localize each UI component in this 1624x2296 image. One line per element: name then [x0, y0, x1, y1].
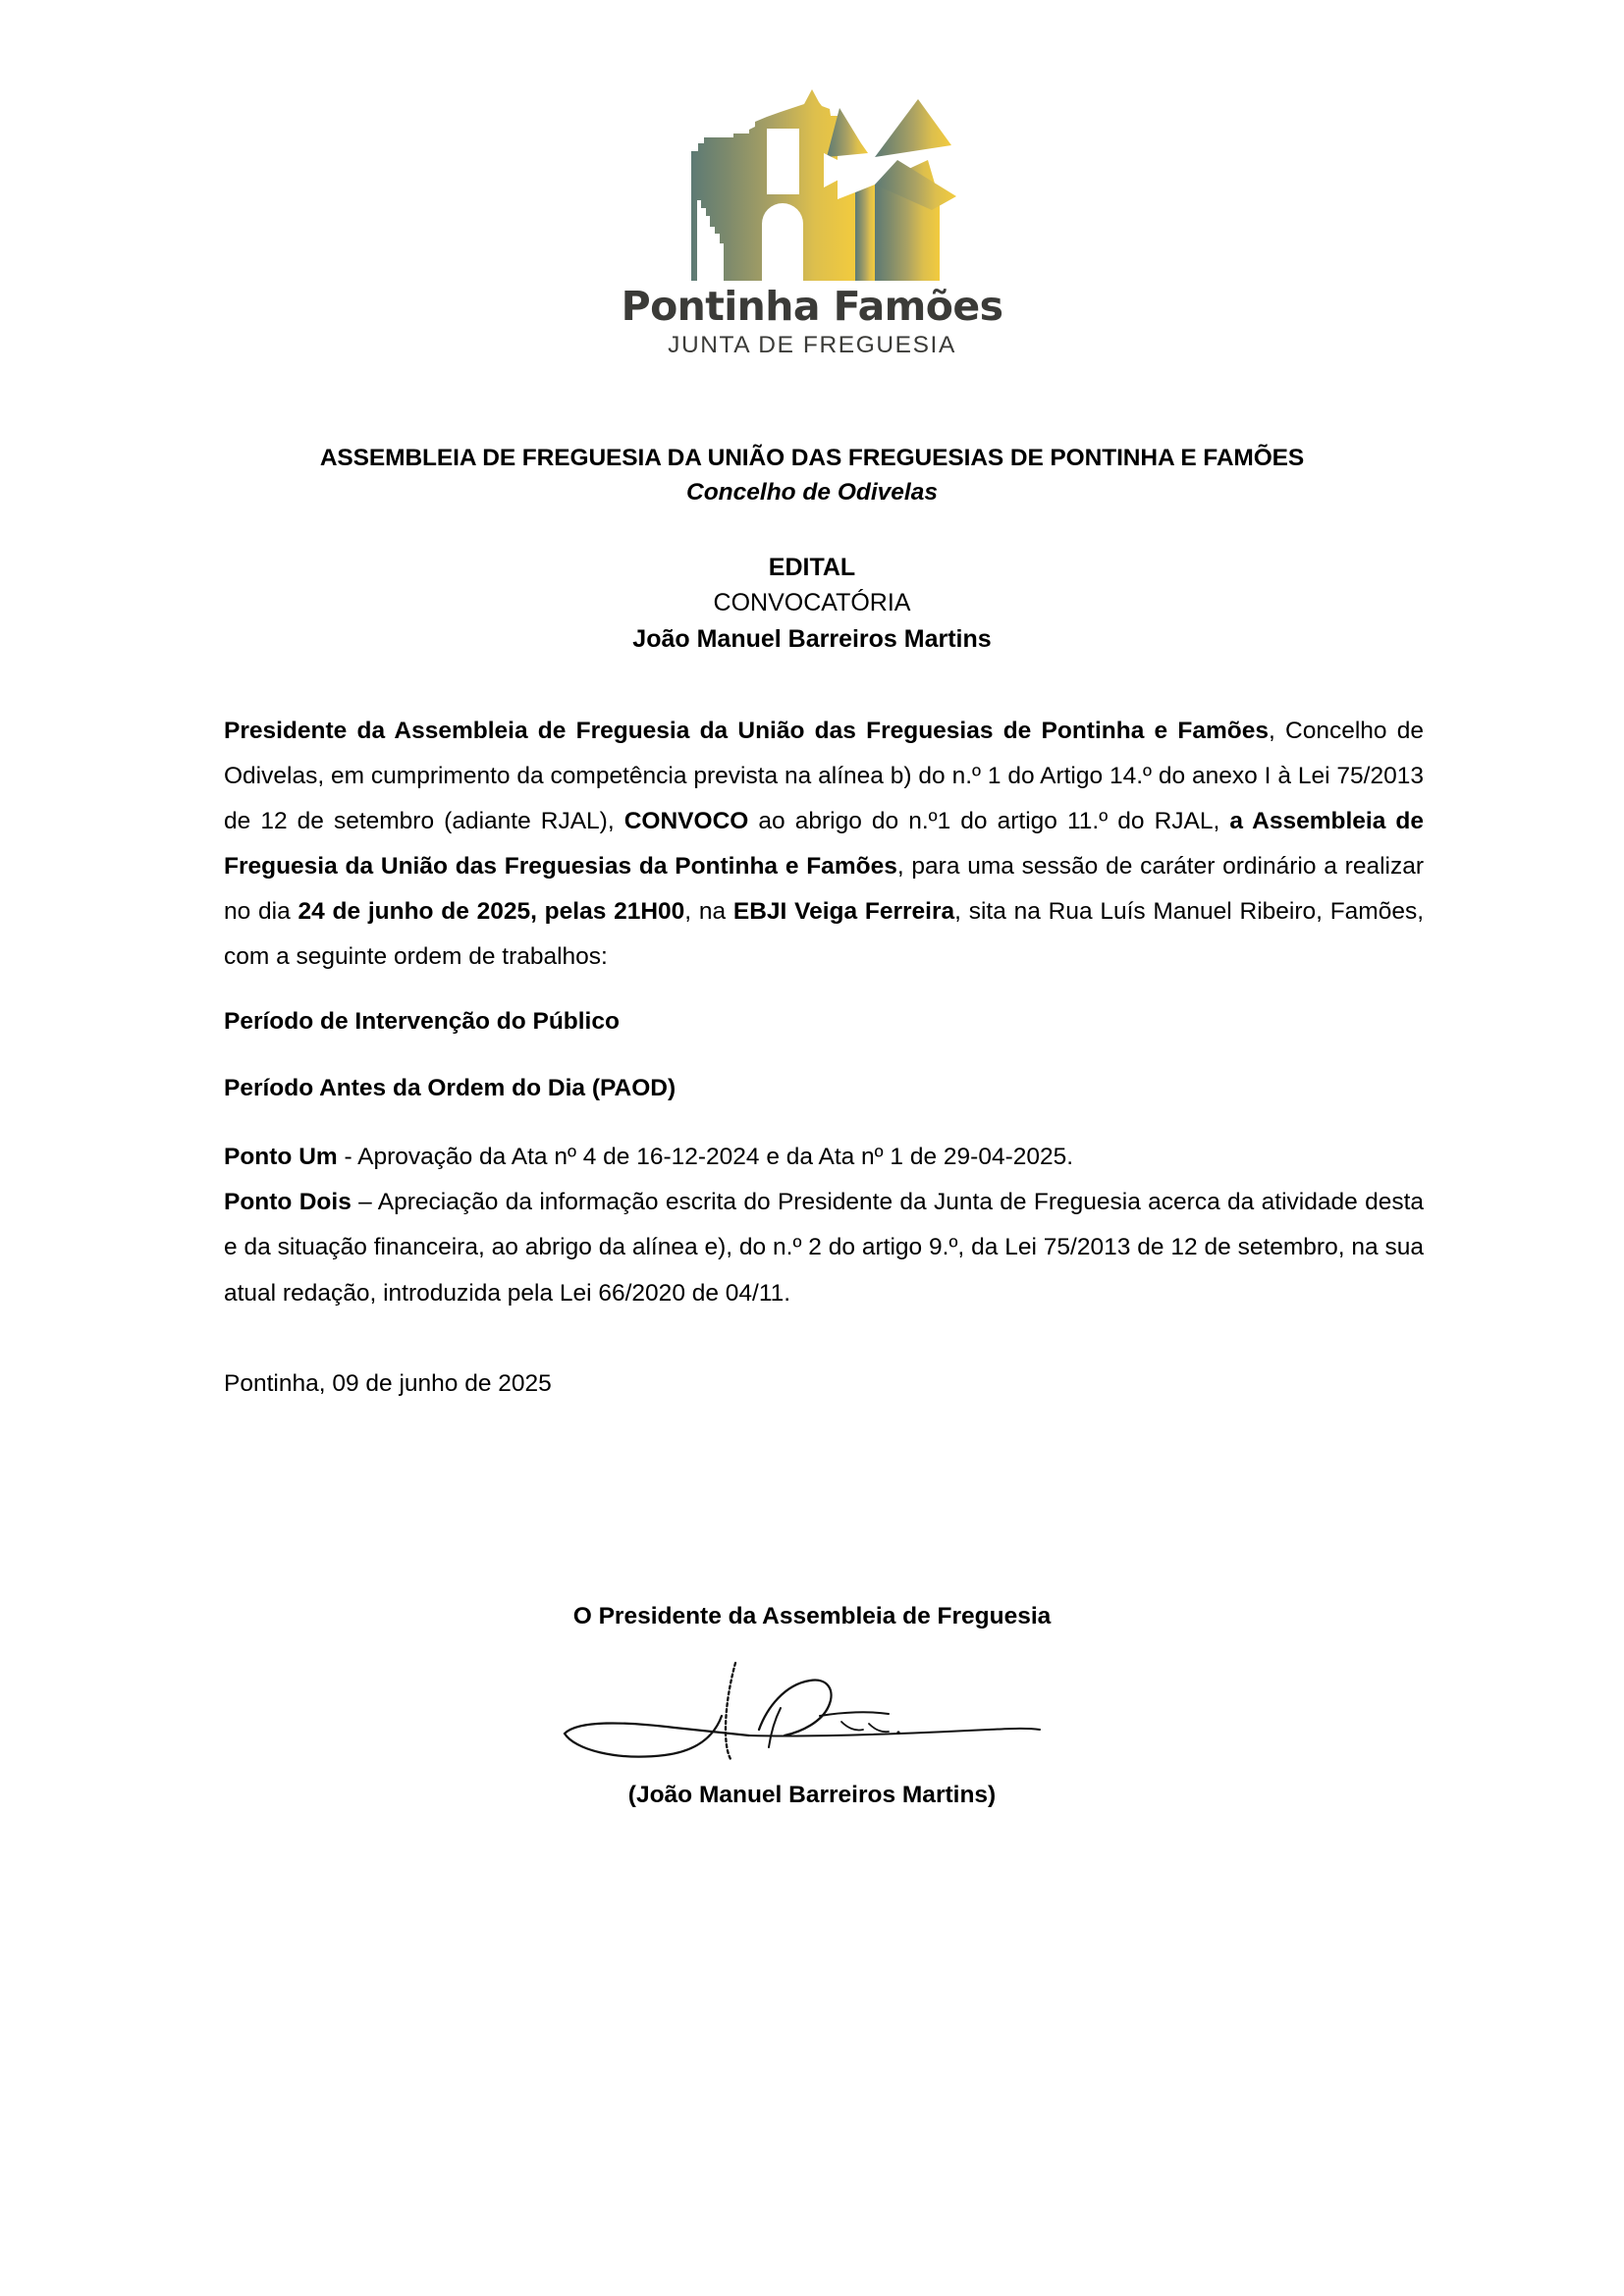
convener-name: João Manuel Barreiros Martins — [632, 624, 992, 653]
convocation-paragraph — [224, 709, 1424, 980]
assembly-title: ASSEMBLEIA DE FREGUESIA DA UNIÃO DAS FREGUESIAS DE PONTINHA E FAMÕES — [319, 445, 1305, 471]
convoco-bold: CONVOCO — [623, 808, 749, 835]
agenda-item-ponto-dois — [224, 1180, 1424, 1315]
venue-bold: EBJI Veiga Ferreira — [732, 898, 955, 926]
ponto-um-text: - Aprovação da Ata nº 4 de 16-12-2024 e da Ata nº 1 de 29-04-2025. — [337, 1144, 1074, 1171]
edital-heading-group — [0, 550, 1624, 657]
pontinha-famoes-building-windmill-logo-icon — [665, 86, 959, 281]
convocation-text-5: , sita na Rua Luís Manuel Ribeiro, Famões, com a seguinte ordem de trabalhos: — [224, 898, 1424, 971]
document-type-subtitle: CONVOCATÓRIA — [713, 589, 911, 617]
document-body — [224, 709, 1424, 1407]
ponto-dois-label: Ponto Dois — [224, 1189, 352, 1216]
document-header — [0, 442, 1624, 511]
role-title-bold: Presidente da Assembleia de Freguesia da União das Freguesias de Pontinha e Famões — [224, 718, 1269, 744]
municipality-subtitle: Concelho de Odivelas — [686, 479, 938, 507]
agenda-heading-paod: Período Antes da Ordem do Dia (PAOD) — [224, 1075, 677, 1102]
convocation-text-2: ao abrigo do n.º1 do artigo 11.º do RJAL, — [748, 808, 1230, 835]
ponto-um-label: Ponto Um — [224, 1144, 338, 1171]
assembly-bold: a Assembleia de Freguesia da União das Freguesias da Pontinha e Famões — [224, 808, 1424, 881]
signatory-role: O Presidente da Assembleia de Freguesia — [572, 1603, 1052, 1629]
signatory-name: (João Manuel Barreiros Martins) — [627, 1782, 997, 1809]
ponto-dois-text: – Apreciação da informação escrita do Presidente da Junta de Freguesia acerca da atividade desta e da situação financeira, ao abrigo da alínea e), do n.º 2 do artigo 9.º, da Lei 75/2013 de 12 de setembro, na sua atual redação, introduzida pela Lei 66/2020 de 04/11. — [224, 1189, 1424, 1307]
logo-subwordmark: JUNTA DE FREGUESIA — [668, 332, 956, 358]
organization-logo — [0, 86, 1624, 358]
place-and-date: Pontinha, 09 de junho de 2025 — [224, 1369, 552, 1397]
handwritten-signature-icon — [557, 1651, 1067, 1767]
convocation-text-3: , para uma sessão de caráter ordinário a realizar no dia — [224, 853, 1424, 926]
logo-wordmark: Pontinha Famões — [621, 283, 1003, 330]
agenda-item-ponto-um — [224, 1135, 1424, 1180]
meeting-datetime-bold: 24 de junho de 2025, pelas 21H00 — [298, 898, 685, 926]
convocation-text-4: , na — [684, 898, 733, 926]
agenda-heading-public-intervention: Período de Intervenção do Público — [224, 1008, 620, 1036]
convocation-text-1: , Concelho de Odivelas, em cumprimento da competência prevista na alínea b) do n.º 1 do Artigo 14.º do anexo I à Lei 75/2013 de 12 de setembro (adiante RJAL), — [224, 718, 1425, 835]
signature-section — [0, 1600, 1624, 1813]
page-title: EDITAL — [768, 554, 856, 581]
